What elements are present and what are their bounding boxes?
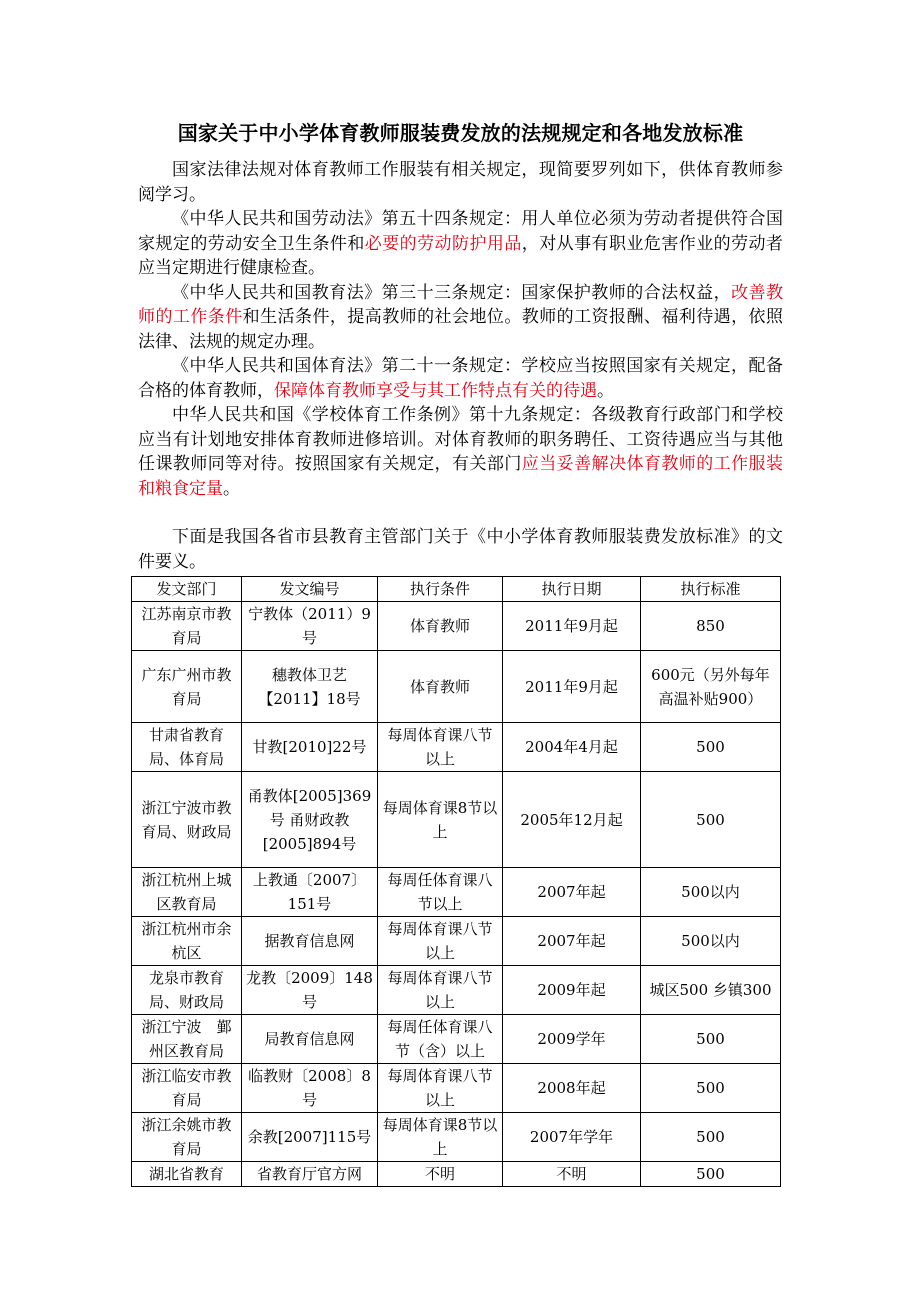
cell-date: 2009学年: [503, 1015, 641, 1064]
sports-law-text-end: 。: [597, 380, 614, 401]
labor-law-text: 《中华人民共和国劳动法》第五十四条规定：用人单位必须为劳动者提供符合国家规定的劳动安全卫生条件和: [138, 209, 783, 254]
cell-doc-number: 上教通〔2007〕151号: [242, 868, 378, 917]
cell-date: 2008年起: [503, 1064, 641, 1113]
cell-condition: 每周体育课八节以上: [378, 966, 503, 1015]
cell-doc-number: 穗教体卫艺【2011】18号: [242, 651, 378, 723]
cell-date: 2005年12月起: [503, 772, 641, 868]
cell-doc-number: 余教[2007]115号: [242, 1113, 378, 1162]
cell-standard: 500: [641, 1162, 781, 1187]
cell-standard: 500: [641, 1113, 781, 1162]
cell-standard: 500以内: [641, 868, 781, 917]
cell-department: 浙江临安市教育局: [132, 1064, 242, 1113]
education-law-highlight: 改善教师的工作条件: [138, 282, 784, 327]
labor-law-text-end: ，对从事有职业危害作业的劳动者应当定期进行健康检查。: [138, 233, 784, 278]
cell-condition: 体育教师: [378, 602, 503, 651]
cell-department: 甘肃省教育局、体育局: [132, 723, 242, 772]
intro-paragraph: 国家法律法规对体育教师工作服装有相关规定，现简要罗列如下，供体育教师参阅学习。: [138, 160, 783, 205]
cell-department: 湖北省教育: [132, 1162, 242, 1187]
regulation-text: 中华人民共和国《学校体育工作条例》第十九条规定：各级教育行政部门和学校应当有计划地安排体育教师进修培训。对体育教师的职务聘任、工资待遇应当与其他任课教师同等对待。按照国家有关规定，有关部门: [138, 405, 783, 474]
regulation-paragraph: [138, 403, 783, 501]
cell-date: 2007年学年: [503, 1113, 641, 1162]
cell-date: 2011年9月起: [503, 651, 641, 723]
table-body: [132, 602, 781, 1187]
education-law-text: 《中华人民共和国教育法》第三十三条规定：国家保护教师的合法权益，: [172, 282, 732, 303]
table-row: [132, 602, 781, 651]
header-condition: 执行条件: [378, 577, 503, 602]
table-row: [132, 1015, 781, 1064]
cell-department: 浙江杭州市余杭区: [132, 917, 242, 966]
cell-standard: 500: [641, 772, 781, 868]
cell-standard: 城区500 乡镇300: [641, 966, 781, 1015]
cell-condition: 每周任体育课八节（含）以上: [378, 1015, 503, 1064]
table-row: [132, 1113, 781, 1162]
cell-department: 龙泉市教育局、财政局: [132, 966, 242, 1015]
table-row: [132, 1064, 781, 1113]
page-title: 国家关于中小学体育教师服装费发放的法规规定和各地发放标准: [177, 121, 744, 145]
cell-standard: 500以内: [641, 917, 781, 966]
table-row: [132, 868, 781, 917]
cell-doc-number: 龙教〔2009〕148号: [242, 966, 378, 1015]
cell-department: 浙江宁波 鄞州区教育局: [132, 1015, 242, 1064]
header-date: 执行日期: [503, 577, 641, 602]
cell-condition: 体育教师: [378, 651, 503, 723]
standards-table: [131, 576, 781, 1187]
table-row: [132, 966, 781, 1015]
cell-doc-number: 据教育信息网: [242, 917, 378, 966]
regulation-text-end: 。: [223, 478, 240, 499]
header-department: 发文部门: [132, 577, 242, 602]
document-page: [138, 118, 783, 1187]
cell-doc-number: 省教育厅官方网: [242, 1162, 378, 1187]
cell-condition: 每周任体育课八节以上: [378, 868, 503, 917]
paragraph-gap: [138, 501, 783, 525]
cell-department: 浙江杭州上城区教育局: [132, 868, 242, 917]
cell-condition: 每周体育课八节以上: [378, 723, 503, 772]
education-law-text-end: 和生活条件，提高教师的社会地位。教师的工资报酬、福利待遇，依照法律、法规的规定办理。: [138, 307, 784, 352]
cell-condition: 每周体育课八节以上: [378, 1064, 503, 1113]
cell-date: 2004年4月起: [503, 723, 641, 772]
table-row: [132, 917, 781, 966]
header-standard: 执行标准: [641, 577, 781, 602]
cell-doc-number: 宁教体（2011）9号: [242, 602, 378, 651]
cell-date: 不明: [503, 1162, 641, 1187]
sports-law-paragraph: [138, 354, 783, 403]
cell-standard: 500: [641, 723, 781, 772]
cell-department: 浙江余姚市教育局: [132, 1113, 242, 1162]
labor-law-highlight: 必要的劳动防护用品: [364, 233, 522, 254]
cell-standard: 500: [641, 1064, 781, 1113]
cell-date: 2011年9月起: [503, 602, 641, 651]
cell-condition: 每周体育课八节以上: [378, 917, 503, 966]
cell-doc-number: 甘教[2010]22号: [242, 723, 378, 772]
table-intro-paragraph: 下面是我国各省市县教育主管部门关于《中小学体育教师服装费发放标准》的文件要义。: [138, 527, 783, 572]
table-header-row: [132, 577, 781, 602]
cell-department: 广东广州市教育局: [132, 651, 242, 723]
cell-doc-number: 局教育信息网: [242, 1015, 378, 1064]
cell-condition: 每周体育课8节以上: [378, 772, 503, 868]
sports-law-highlight: 保障体育教师享受与其工作特点有关的待遇: [274, 380, 597, 401]
header-doc-number: 发文编号: [242, 577, 378, 602]
labor-law-paragraph: [138, 207, 783, 281]
table-row: [132, 1162, 781, 1187]
cell-standard: 600元（另外每年高温补贴900）: [641, 651, 781, 723]
cell-doc-number: 甬教体[2005]369号 甬财政教[2005]894号: [242, 772, 378, 868]
cell-condition: 每周体育课8节以上: [378, 1113, 503, 1162]
cell-condition: 不明: [378, 1162, 503, 1187]
cell-department: 江苏南京市教育局: [132, 602, 242, 651]
table-row: [132, 723, 781, 772]
cell-standard: 850: [641, 602, 781, 651]
table-row: [132, 651, 781, 723]
cell-doc-number: 临教财〔2008〕8号: [242, 1064, 378, 1113]
cell-date: 2009年起: [503, 966, 641, 1015]
cell-date: 2007年起: [503, 868, 641, 917]
sports-law-text: 《中华人民共和国体育法》第二十一条规定：学校应当按照国家有关规定，配备合格的体育教师，: [138, 356, 783, 401]
cell-standard: 500: [641, 1015, 781, 1064]
cell-date: 2007年起: [503, 917, 641, 966]
cell-department: 浙江宁波市教育局、财政局: [132, 772, 242, 868]
education-law-paragraph: [138, 281, 783, 355]
regulation-highlight: 应当妥善解决体育教师的工作服装和粮食定量: [138, 454, 784, 499]
table-row: [132, 772, 781, 868]
